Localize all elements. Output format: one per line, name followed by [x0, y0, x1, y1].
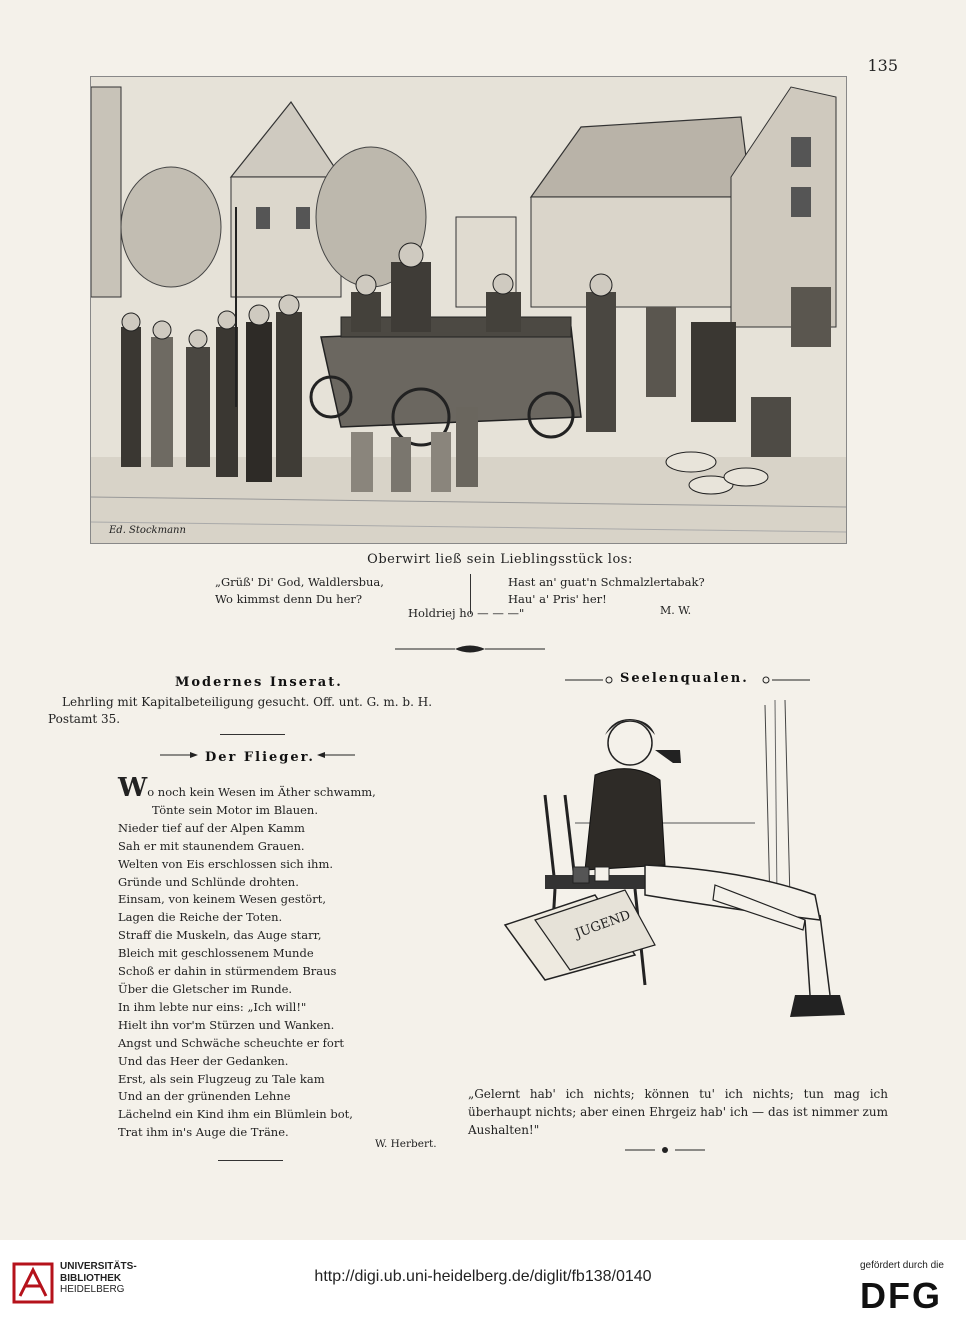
village-street-car-illustration: [91, 77, 846, 543]
song-left-line: Wo kimmst denn Du her?: [215, 592, 363, 606]
seelenqualen-title: Seelenqualen.: [620, 671, 749, 686]
poem-line: Sah er mit staunendem Grauen.: [118, 838, 305, 853]
young-man-pipe-illustration: [485, 695, 885, 1075]
caption-title: Oberwirt ließ sein Lieblingsstück los:: [367, 552, 633, 567]
poem-line: Und das Heer der Gedanken.: [118, 1053, 289, 1068]
inserat-line: Postamt 35.: [48, 712, 121, 726]
song-initials: M. W.: [660, 604, 692, 617]
poem-line: Tönte sein Motor im Blauen.: [152, 802, 318, 817]
poem-author: W. Herbert.: [375, 1138, 437, 1150]
section-rule: [220, 734, 285, 735]
ornament-right: [760, 675, 810, 685]
poem-line: Über die Gletscher im Runde.: [118, 981, 293, 996]
song-left-line: „Grüß' Di' God, Waldlersbua,: [215, 575, 384, 589]
section-rule: [218, 1160, 283, 1161]
poem-line: Lächelnd ein Kind ihm ein Blümlein bot,: [118, 1107, 353, 1122]
ornament-left: [160, 750, 200, 760]
inserat-line: Lehrling mit Kapitalbeteiligung gesucht. Off. unt. G. m. b. H.: [62, 695, 433, 709]
poem-line: Straff die Muskeln, das Auge starr,: [118, 928, 322, 943]
dfg-logo: DFG: [860, 1275, 942, 1316]
poem-body: [118, 773, 458, 1142]
institution-line: HEIDELBERG: [60, 1284, 125, 1295]
institution-line: BIBLIOTHEK: [60, 1272, 122, 1284]
ornament-divider: [625, 1145, 705, 1155]
seelenqualen-caption: „Gelernt hab' ich nichts; können tu' ich nichts; tun mag ich überhaupt nichts; aber einen Ehrgeiz hab' ich — das ist nimmer zum Aushalten!": [468, 1087, 888, 1137]
inserat-title: Modernes Inserat.: [175, 675, 343, 690]
song-refrain: Holdriej ho — — —": [408, 606, 525, 620]
poem-line: Einsam, von keinem Wesen gestört,: [118, 892, 327, 907]
top-illustration: [90, 76, 847, 544]
poem-line: Erst, als sein Flugzeug zu Tale kam: [118, 1071, 325, 1086]
seelenqualen-illustration: [485, 695, 885, 1075]
poem-line: Welten von Eis erschlossen sich ihm.: [118, 856, 334, 871]
poem-line: Schoß er dahin in stürmendem Braus: [118, 964, 337, 979]
institution-line: UNIVERSITÄTS-: [60, 1261, 137, 1272]
sponsor-label: gefördert durch die: [860, 1260, 944, 1271]
newspaper-title: JUGEND: [573, 907, 633, 942]
poem-line: Hielt ihn vor'm Stürzen und Wanken.: [118, 1017, 335, 1032]
illustration-signature: Ed. Stockmann: [109, 525, 186, 536]
poem-line: Gründe und Schlünde drohten.: [118, 874, 299, 889]
song-left: [215, 574, 465, 608]
song-right-line: Hau' a' Pris' her!: [508, 592, 607, 606]
poem-line: Trat ihm in's Auge die Träne.: [118, 1125, 289, 1140]
inserat-text: [48, 694, 468, 728]
poem-line: Wo noch kein Wesen im Äther schwamm,: [118, 773, 376, 803]
poem-line: Angst und Schwäche scheuchte er fort: [118, 1035, 344, 1050]
song-right-line: Hast an' guat'n Schmalzlertabak?: [508, 575, 705, 589]
ornament-left: [565, 675, 615, 685]
page-number: 135: [867, 56, 898, 75]
poem-line: Bleich mit geschlossenem Munde: [118, 946, 314, 961]
poem-line: Lagen die Reiche der Toten.: [118, 910, 283, 925]
poem-line: Nieder tief auf der Alpen Kamm: [118, 820, 305, 835]
song-right: [508, 574, 748, 608]
footer-url-link[interactable]: http://digi.ub.uni-heidelberg.de/diglit/fb138/0140: [314, 1268, 652, 1285]
ornament-right: [315, 750, 355, 760]
poem-line: In ihm lebte nur eins: „Ich will!": [118, 999, 307, 1014]
poem-line: Und an der grünenden Lehne: [118, 1089, 291, 1104]
ornament-divider: [395, 644, 545, 654]
poem-title: Der Flieger.: [205, 750, 315, 765]
